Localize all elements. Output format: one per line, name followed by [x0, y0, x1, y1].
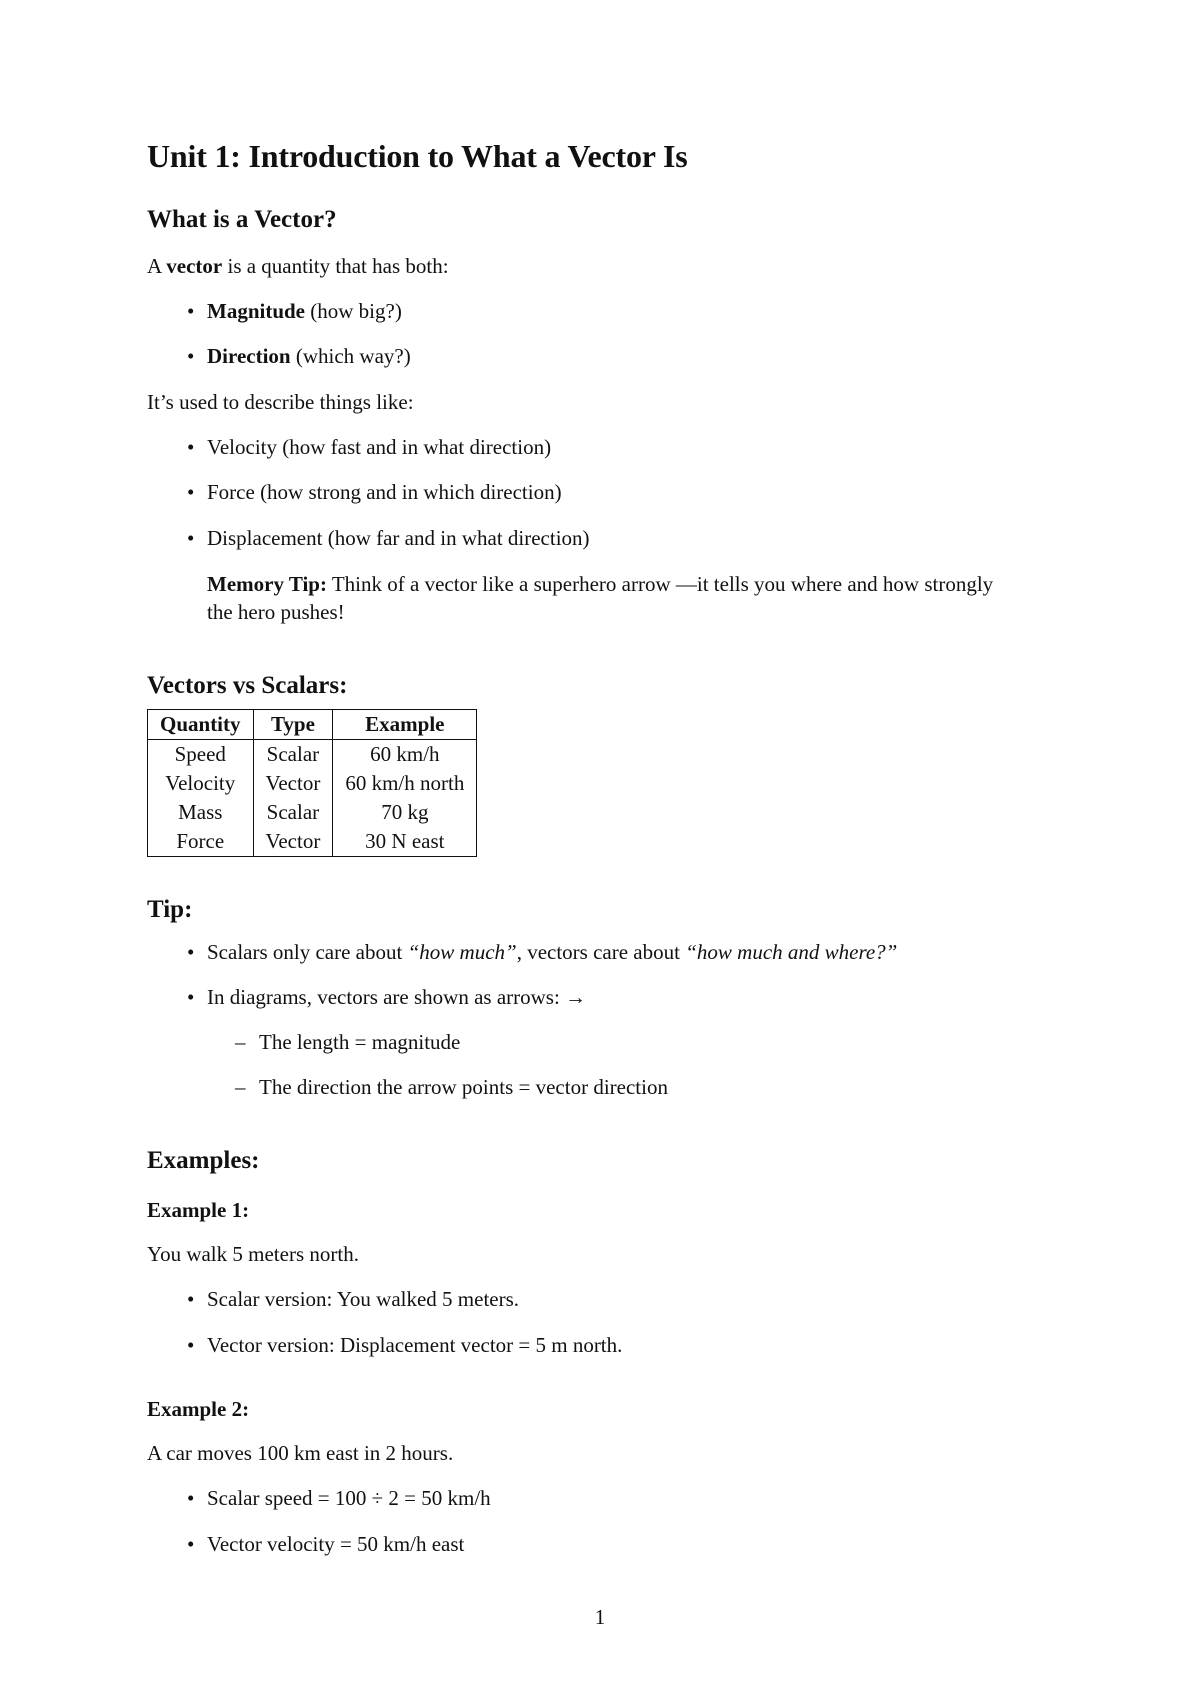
- list-item: • Force (how strong and in which direction): [147, 479, 1027, 506]
- table-cell: Mass: [148, 798, 254, 827]
- list-item: [147, 298, 1027, 325]
- list-item: [147, 984, 1027, 1102]
- table-cell: Velocity: [148, 769, 254, 798]
- tip-text: Scalars only care about: [207, 939, 408, 964]
- definition-suffix: is a quantity that has both:: [222, 253, 449, 278]
- memory-tip: [207, 570, 1007, 627]
- uses-intro: It’s used to describe things like:: [147, 389, 414, 414]
- page-number: 1: [594, 1605, 606, 1629]
- table-row: [148, 739, 477, 769]
- column-header: Type: [253, 709, 333, 739]
- list-item: • Vector version: Displacement vector = 5 m north.: [147, 1332, 1027, 1359]
- example-1-list: [147, 1286, 1027, 1359]
- column-header: Quantity: [148, 709, 254, 739]
- tip-emphasis: “how much”: [407, 939, 517, 964]
- example-2-list: [147, 1485, 1027, 1558]
- section-heading-tip: Tip:: [147, 895, 193, 923]
- table-cell: Vector: [253, 827, 333, 857]
- list-item: [147, 939, 1027, 966]
- table-cell: Force: [148, 827, 254, 857]
- example-1-text: You walk 5 meters north.: [147, 1241, 359, 1266]
- vectors-scalars-table: [147, 709, 477, 857]
- table-row: [148, 827, 477, 857]
- list-item: • Vector velocity = 50 km/h east: [147, 1531, 1027, 1558]
- section-heading-vectors-vs-scalars: Vectors vs Scalars:: [147, 671, 348, 699]
- list-item: • Scalar version: You walked 5 meters.: [147, 1286, 1027, 1313]
- list-item: • Displacement (how far and in what direction): [147, 525, 1027, 552]
- tip-list: [147, 939, 1027, 1102]
- table-cell: Scalar: [253, 798, 333, 827]
- example-2-heading: Example 2:: [147, 1396, 250, 1421]
- list-item: • Scalar speed = 100 ÷ 2 = 50 km/h: [147, 1485, 1027, 1512]
- sub-list-item: – The length = magnitude: [147, 1029, 1027, 1056]
- tip-text: In diagrams, vectors are shown as arrows: →: [207, 984, 587, 1009]
- column-header: Example: [333, 709, 477, 739]
- table-cell: 60 km/h: [333, 739, 477, 769]
- table-cell: Vector: [253, 769, 333, 798]
- page-title: Unit 1: Introduction to What a Vector Is: [147, 138, 688, 174]
- table-header-row: [148, 709, 477, 739]
- example-2-text: A car moves 100 km east in 2 hours.: [147, 1441, 454, 1466]
- uses-list: [147, 434, 1027, 552]
- property-term: Magnitude: [207, 299, 306, 324]
- section-heading-examples: Examples:: [147, 1146, 260, 1174]
- table-cell: 70 kg: [333, 798, 477, 827]
- vector-properties-list: [147, 298, 1027, 371]
- property-term: Direction: [207, 344, 291, 369]
- table-cell: 30 N east: [333, 827, 477, 857]
- property-desc: (which way?): [290, 344, 411, 369]
- vector-definition: [147, 253, 1027, 280]
- definition-term: vector: [166, 253, 223, 278]
- list-item: • Velocity (how fast and in what direction): [147, 434, 1027, 461]
- example-1-heading: Example 1:: [147, 1197, 250, 1222]
- tip-text: , vectors care about: [516, 939, 686, 964]
- table-row: [148, 798, 477, 827]
- property-desc: (how big?): [305, 299, 402, 324]
- memory-tip-label: Memory Tip:: [207, 571, 327, 596]
- memory-tip-text: Think of a vector like a superhero arrow —it tells you where and how strongly the hero pushes!: [207, 571, 994, 625]
- list-item: [147, 343, 1027, 370]
- table-cell: Speed: [148, 739, 254, 769]
- table-cell: Scalar: [253, 739, 333, 769]
- tip-sublist: [147, 1029, 1027, 1102]
- table-cell: 60 km/h north: [333, 769, 477, 798]
- section-heading-what-is-vector: What is a Vector?: [147, 205, 337, 233]
- sub-list-item: – The direction the arrow points = vector direction: [147, 1074, 1027, 1101]
- tip-emphasis: “how much and where?”: [685, 939, 898, 964]
- page-content: [147, 138, 1027, 1558]
- table-row: [148, 769, 477, 798]
- definition-prefix: A: [147, 253, 167, 278]
